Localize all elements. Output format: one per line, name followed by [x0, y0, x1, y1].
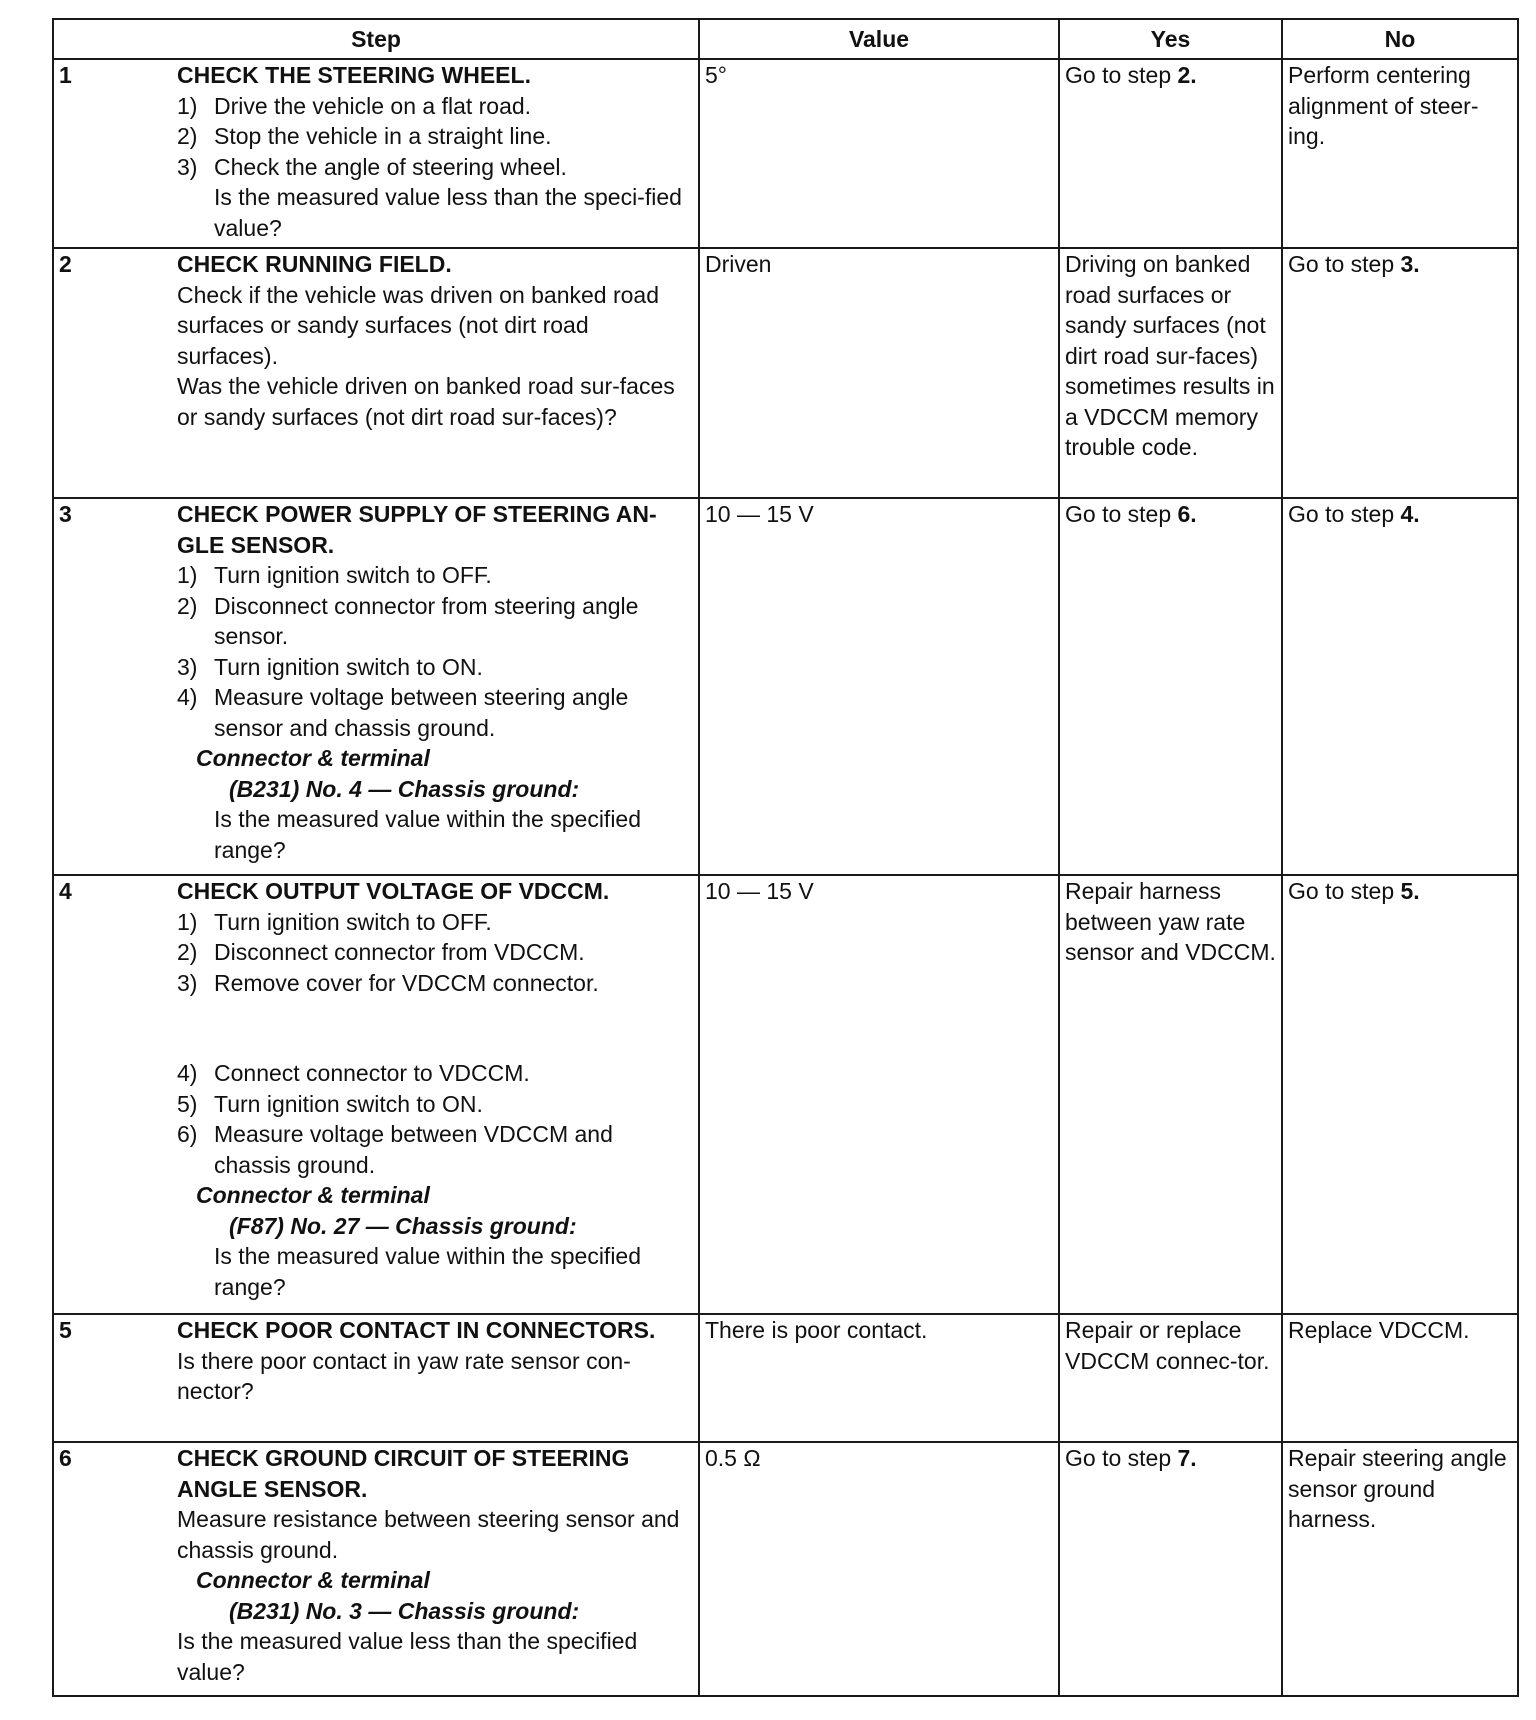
step-title: CHECK OUTPUT VOLTAGE OF VDCCM. [177, 878, 610, 904]
step-text: Measure resistance between steering sensor and chassis ground. [177, 1506, 680, 1563]
connector-label: Connector & terminal [196, 745, 430, 771]
yes-cell: Repair harness between yaw rate sensor and VDCCM. [1059, 875, 1282, 1314]
step-question: Was the vehicle driven on banked road sur-faces or sandy surfaces (not dirt road sur-faces)? [177, 373, 675, 430]
value-cell: Driven [699, 248, 1059, 498]
yes-cell: Repair or replace VDCCM connec-tor. [1059, 1314, 1282, 1442]
step-number: 4 [53, 875, 172, 1314]
step-description [172, 248, 699, 498]
substep: 3) Remove cover for VDCCM connector. [177, 969, 599, 996]
step-description [172, 59, 699, 248]
step-number: 2 [53, 248, 172, 498]
no-cell: Replace VDCCM. [1282, 1314, 1518, 1442]
table-row-step-4 [53, 875, 1518, 1314]
substep: 2) Disconnect connector from steering angle sensor. [177, 592, 639, 649]
no-cell: Go to step 4. [1282, 498, 1518, 875]
header-step: Step [53, 19, 699, 59]
step-description [172, 1314, 699, 1442]
connector-detail: (B231) No. 4 — Chassis ground: [229, 775, 580, 802]
substep: 3) Turn ignition switch to ON. [177, 653, 483, 680]
substep: 4) Measure voltage between steering angle sensor and chassis ground. [177, 684, 629, 741]
yes-cell: Go to step 2. [1059, 59, 1282, 248]
table-row-step-1 [53, 59, 1518, 248]
no-cell: Go to step 3. [1282, 248, 1518, 498]
diagnostic-table [52, 18, 1519, 1697]
table-row-step-2 [53, 248, 1518, 498]
substep: 3) Check the angle of steering wheel. [177, 153, 567, 180]
substep: 1) Turn ignition switch to OFF. [177, 562, 492, 588]
table-row-step-3 [53, 498, 1518, 875]
connector-label: Connector & terminal [196, 1182, 430, 1208]
value-cell: 10 — 15 V [699, 498, 1059, 875]
substep: 4) Connect connector to VDCCM. [177, 1060, 530, 1086]
step-question: Is the measured value less than the speci-fied value? [214, 184, 682, 241]
step-number: 3 [53, 498, 172, 875]
table-row-step-6 [53, 1442, 1518, 1696]
step-title: CHECK POOR CONTACT IN CONNECTORS. [177, 1317, 656, 1343]
step-number: 5 [53, 1314, 172, 1442]
step-title: CHECK POWER SUPPLY OF STEERING AN-GLE SENSOR. [177, 501, 657, 558]
no-cell: Go to step 5. [1282, 875, 1518, 1314]
header-value: Value [699, 19, 1059, 59]
step-description [172, 1442, 699, 1696]
step-text: Check if the vehicle was driven on banked road surfaces or sandy surfaces (not dirt road surfaces). [177, 281, 660, 369]
connector-label: Connector & terminal [196, 1567, 430, 1593]
step-number: 6 [53, 1442, 172, 1696]
substep: 1) Turn ignition switch to OFF. [177, 908, 492, 935]
connector-detail: (F87) No. 27 — Chassis ground: [229, 1212, 577, 1239]
value-cell: 10 — 15 V [699, 875, 1059, 1314]
header-yes: Yes [1059, 19, 1282, 59]
blank-space [177, 998, 693, 1058]
substep: 6) Measure voltage between VDCCM and chassis ground. [177, 1121, 613, 1178]
step-title: CHECK THE STEERING WHEEL. [177, 62, 531, 88]
header-no: No [1282, 19, 1518, 59]
step-number: 1 [53, 59, 172, 248]
header-row [53, 19, 1518, 59]
step-title: CHECK GROUND CIRCUIT OF STEERING ANGLE SENSOR. [177, 1445, 630, 1502]
yes-cell: Go to step 6. [1059, 498, 1282, 875]
substep: 1) Drive the vehicle on a flat road. [177, 92, 532, 119]
step-question: Is the measured value less than the specified value? [177, 1628, 638, 1685]
value-cell: 5° [699, 59, 1059, 248]
value-cell: There is poor contact. [699, 1314, 1059, 1442]
table-row-step-5 [53, 1314, 1518, 1442]
step-question: Is there poor contact in yaw rate sensor con-nector? [177, 1347, 631, 1404]
substep: 5) Turn ignition switch to ON. [177, 1090, 483, 1117]
step-title: CHECK RUNNING FIELD. [177, 251, 452, 277]
substep: 2) Stop the vehicle in a straight line. [177, 123, 552, 149]
step-description [172, 498, 699, 875]
no-cell: Repair steering angle sensor ground harness. [1282, 1442, 1518, 1696]
yes-cell: Driving on banked road surfaces or sandy surfaces (not dirt road sur-faces) sometimes results in a VDCCM memory trouble code. [1059, 248, 1282, 498]
step-question: Is the measured value within the specified range? [214, 1243, 642, 1300]
value-cell: 0.5 Ω [699, 1442, 1059, 1696]
no-cell: Perform centering alignment of steer-ing. [1282, 59, 1518, 248]
step-description [172, 875, 699, 1314]
step-question: Is the measured value within the specified range? [214, 806, 642, 863]
connector-detail: (B231) No. 3 — Chassis ground: [229, 1597, 580, 1624]
substep: 2) Disconnect connector from VDCCM. [177, 939, 585, 965]
yes-cell: Go to step 7. [1059, 1442, 1282, 1696]
